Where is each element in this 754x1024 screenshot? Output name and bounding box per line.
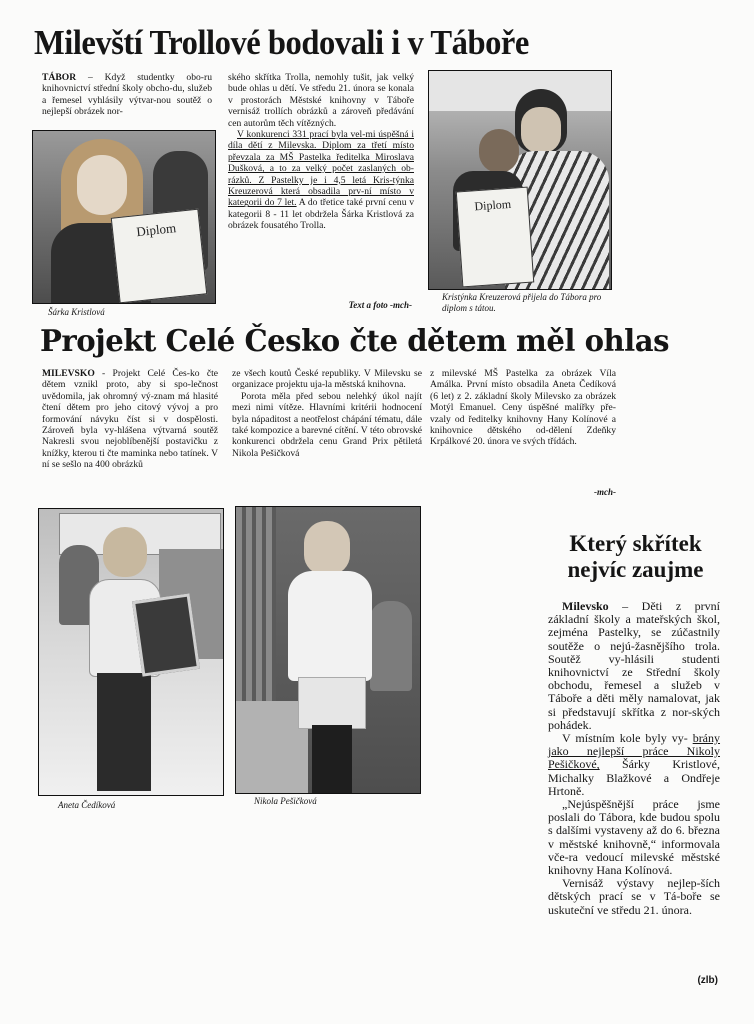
article3-p1: – Děti z první základní školy a mateřských škol, zejména Pastelky, se zúčastnily soutěže o nejú-žasnějšího trola. Soutěž vy-hlásili studenti knihovnictví ze Střední školy obchodu, řemesel a služeb v Táboře a děti měly namalovat, jak si představují skřítka z nor-ských pohádek. xyxy=(548,599,720,732)
article1-column2 xyxy=(228,72,414,232)
diplom-label: Diplom xyxy=(135,220,177,240)
article1-column1 xyxy=(42,72,212,118)
article2-column2 xyxy=(232,368,422,459)
article3-headline-line1: Který skřítek xyxy=(569,531,702,556)
article3-p3: „Nejúspěšnější práce jsme poslali do Tábora, kde budou spolu s dalšími vystaveny až do 6. března v městské knihovně,“ informovala vče-ra vedoucí milevské městské knihovny Hana Kolínová. xyxy=(548,797,720,878)
article1-photo1-caption: Šárka Kristlová xyxy=(48,307,105,317)
article2-photo-nikola xyxy=(235,506,421,794)
article3-dateline: Milevsko xyxy=(562,599,609,613)
photo-nikola-head xyxy=(304,521,350,575)
article1-headline: Milevští Trollové bodovali i v Táboře xyxy=(34,23,529,62)
article2-headline: Projekt Celé Česko čte dětem měl ohlas xyxy=(40,324,670,359)
article2-photo3-caption: Aneta Čedíková xyxy=(58,800,116,810)
article2-dateline: MILEVSKO xyxy=(42,368,95,379)
article1-credit: Text a foto -mch- xyxy=(348,300,412,310)
photo-father-face xyxy=(521,107,561,153)
article1-col2-p2-rest: A do třetice také první cenu v kategorii 8 - 11 let obdržela Šárka Kristlová za obrázek fousatého Trolla. xyxy=(228,197,414,232)
photo-picture-frame xyxy=(132,593,200,676)
article3-p2-underlined: brány jako nejlepší práce Nikoly Pešičkové, xyxy=(548,731,721,772)
article2-col2-p2: Porota měla před sebou nelehký úkol najít mezi nimi vítěze. Hlavními kritérii hodnocení byla nápaditost a neotřelost chápání tématu, dále také kompozice a barevné cítění. V této obrovské konkurenci obdržela cenu Grand Prix pětiletá Nikola Pešičková xyxy=(232,390,422,459)
photo-girl-face xyxy=(77,155,127,215)
article2-photo-aneta xyxy=(38,508,224,796)
article3-p2-rest: Šárky Kristlové, Michalky Blažkové a Ondřeje Hrtoně. xyxy=(548,757,720,798)
photo-nikola-body xyxy=(288,571,372,681)
article1-col2-p2-underlined: V konkurenci 331 prací byla vel-mi úspěšná i díla dětí z Milevska. Diplom za třetí místo převzala za MŠ Pastelka ředitelka Miroslava Dušková, a to za velký počet zaslaných ob-rázků. Z Pastelky je i 4,5 letá Kris-týnka Kreuzerová která obsadila prv-ní místo v kategorii do 7 let. xyxy=(228,129,414,209)
article1-col1-text: – Když studentky obo-ru knihovnictví střední školy obcho-du, služeb a řemesel vyhlásily výtvar-nou soutěž o nejlepší obrázek nor- xyxy=(42,72,212,118)
article3-credit: (zlb) xyxy=(697,975,718,986)
photo-nikola-shorts xyxy=(298,677,366,729)
article1-col2-p1: ského skřítka Trolla, nemohly tušit, jak velký bude ohlas u dětí. Ve středu 21. února se konala v prostorách Městské knihovny v Táboře vernisáž trollích obrázků a zároveň předávání cen autorům těch vítězných. xyxy=(228,72,414,129)
article2-col2-p1: ze všech koutů České republiky. V Milevsku se organizace projektu uja-la městská knihovna. xyxy=(232,368,422,391)
photo-child-head xyxy=(479,129,519,173)
article1-dateline: TÁBOR xyxy=(42,72,77,83)
article2-photo4-caption: Nikola Pešičková xyxy=(254,796,317,806)
photo-aneta-head xyxy=(103,527,147,577)
article2-credit: -mch- xyxy=(594,487,616,497)
article3-body xyxy=(548,600,720,917)
article2-column1 xyxy=(42,368,218,471)
diplom-card-2 xyxy=(456,187,535,288)
article3-p4: Vernisáž výstavy nejlep-ších dětských prací se v Tá-boře se uskuteční ve středu 21. února. xyxy=(548,876,720,917)
article1-photo2-caption xyxy=(442,292,620,313)
article1-photo2-caption-text: Kristýnka Kreuzerová přijela do Tábora pro diplom s tátou. xyxy=(442,292,602,313)
diplom-card xyxy=(111,209,208,304)
article2-col1-text: - Projekt Celé Čes-ko čte dětem vznikl proto, aby si spo-lečnost uvědomila, jak ohromný vý-znam má hlasité čtení dětem pro jeho citový vývoj a pro formování návyku číst si v dospělosti. Zároveň byla vy-hlášena výtvarná soutěž Nakresli svou nejoblíbenější postavičku z knížky, kterou ti čte maminka nebo tatínek. V ní se sešlo na 400 obrázků xyxy=(42,368,218,471)
photo-bg-child xyxy=(370,601,412,691)
photo-nikola-legs xyxy=(312,725,352,793)
article3-headline xyxy=(548,531,723,583)
article1-photo-sarka xyxy=(32,130,216,304)
article2-col3-text: z milevské MŠ Pastelka za obrázek Víla Amálka. První místo obsadila Aneta Čedíková (6 let) z 2. základní školy Milevsko za obrázek Motýl Emanuel. Ceny úspěšné malířky pře-vzaly od ředitelky knihovny Hany Kolínové a knihovnice dětského od-dělení Zdeňky Krpálkové 20. února ve svých třídách. xyxy=(430,368,616,448)
diplom-label-2: Diplom xyxy=(473,196,512,214)
article2-column3 xyxy=(430,368,616,448)
article3-headline-line2: nejvíc zaujme xyxy=(567,557,704,582)
article3-p2-plain: V místním kole byly vy- xyxy=(562,731,688,746)
article1-photo-kristynka xyxy=(428,70,612,290)
photo-aneta-legs xyxy=(97,673,151,791)
